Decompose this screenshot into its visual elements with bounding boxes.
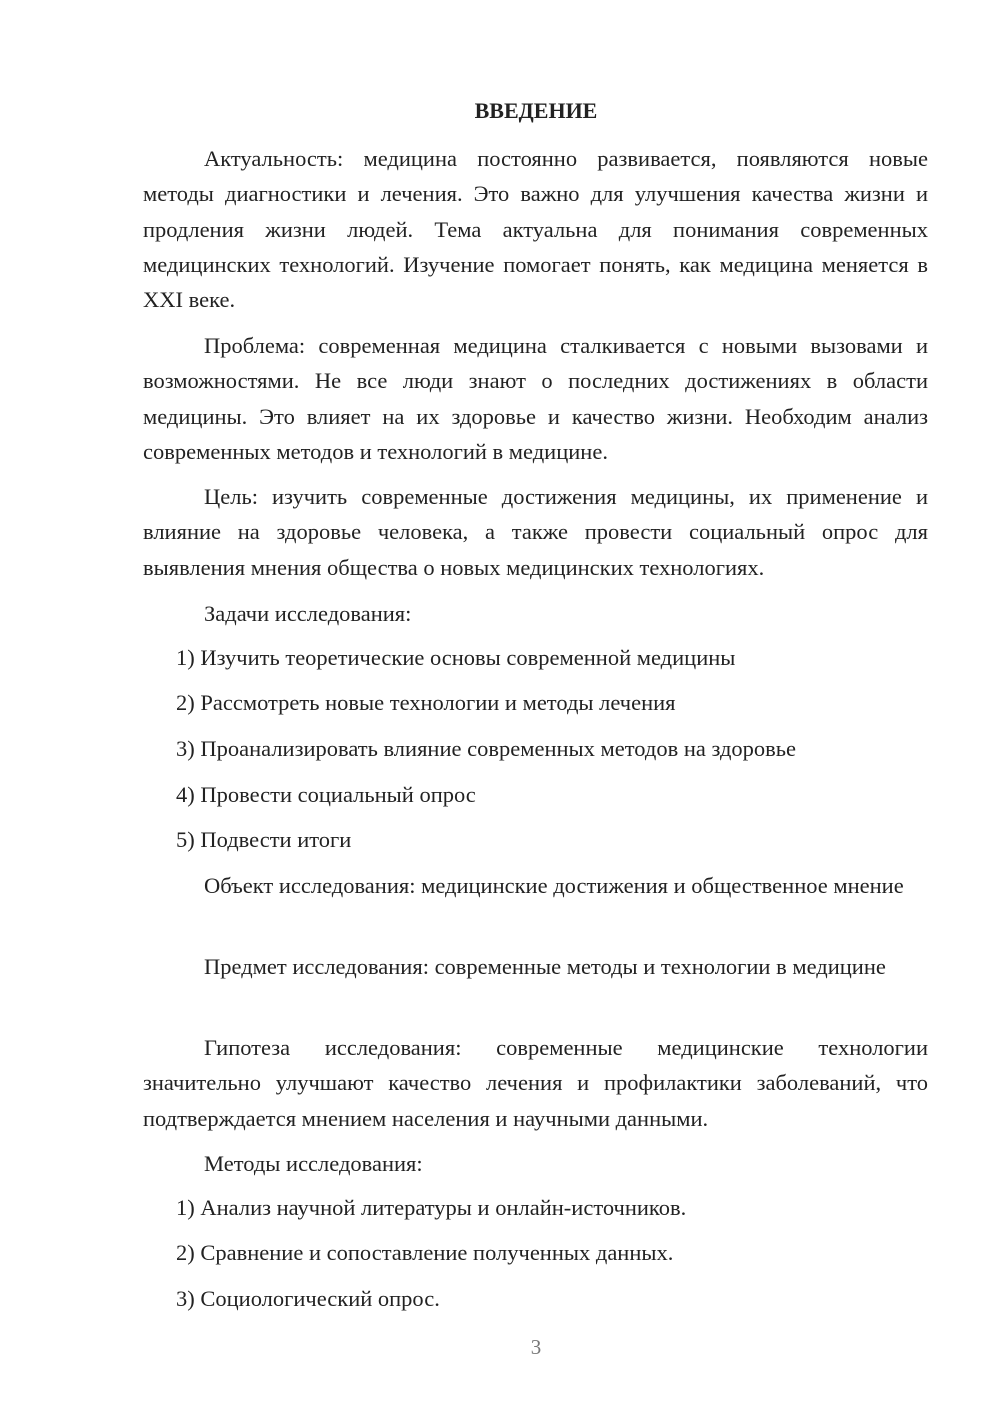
relevance-paragraph: Актуальность: медицина постоянно развивается, появляются новые методы диагностики и лечения. Это важно для улучшения качества жизни и продления жизни людей. Тема актуальна для понимания современных медицинских технологий. Изучение помогает понять, как медицина меняется в XXI веке. [143, 146, 928, 313]
object-paragraph: Объект исследования: медицинские достижения и общественное мнение [204, 873, 904, 898]
task-item-4: 4) Провести социальный опрос [176, 782, 476, 807]
subject-paragraph: Предмет исследования: современные методы и технологии в медицине [204, 954, 886, 979]
task-item-5: 5) Подвести итоги [176, 827, 352, 852]
methods-title: Методы исследования: [204, 1151, 423, 1176]
hypothesis-paragraph: Гипотеза исследования: современные медицинские технологии значительно улучшают качество лечения и профилактики заболеваний, что подтверждается мнением населения и научными данными. [143, 1035, 928, 1131]
task-item-2: 2) Рассмотреть новые технологии и методы лечения [176, 690, 676, 715]
method-item-3: 3) Социологический опрос. [176, 1286, 440, 1311]
method-item-2: 2) Сравнение и сопоставление полученных данных. [176, 1240, 674, 1265]
goal-paragraph: Цель: изучить современные достижения медицины, их применение и влияние на здоровье человека, а также провести социальный опрос для выявления мнения общества о новых медицинских технологиях. [143, 484, 928, 580]
tasks-title: Задачи исследования: [204, 601, 412, 626]
page-number: 3 [530, 1335, 542, 1359]
method-item-1: 1) Анализ научной литературы и онлайн-источников. [176, 1195, 687, 1220]
task-item-1: 1) Изучить теоретические основы современной медицины [176, 645, 736, 670]
problem-paragraph: Проблема: современная медицина сталкивается с новыми вызовами и возможностями. Не все люди знают о последних достижениях в области медицины. Это влияет на их здоровье и качество жизни. Необходим анализ современных методов и технологий в медицине. [143, 333, 928, 464]
page-title: ВВЕДЕНИЕ [474, 98, 598, 123]
task-item-3: 3) Проанализировать влияние современных методов на здоровье [176, 736, 797, 761]
